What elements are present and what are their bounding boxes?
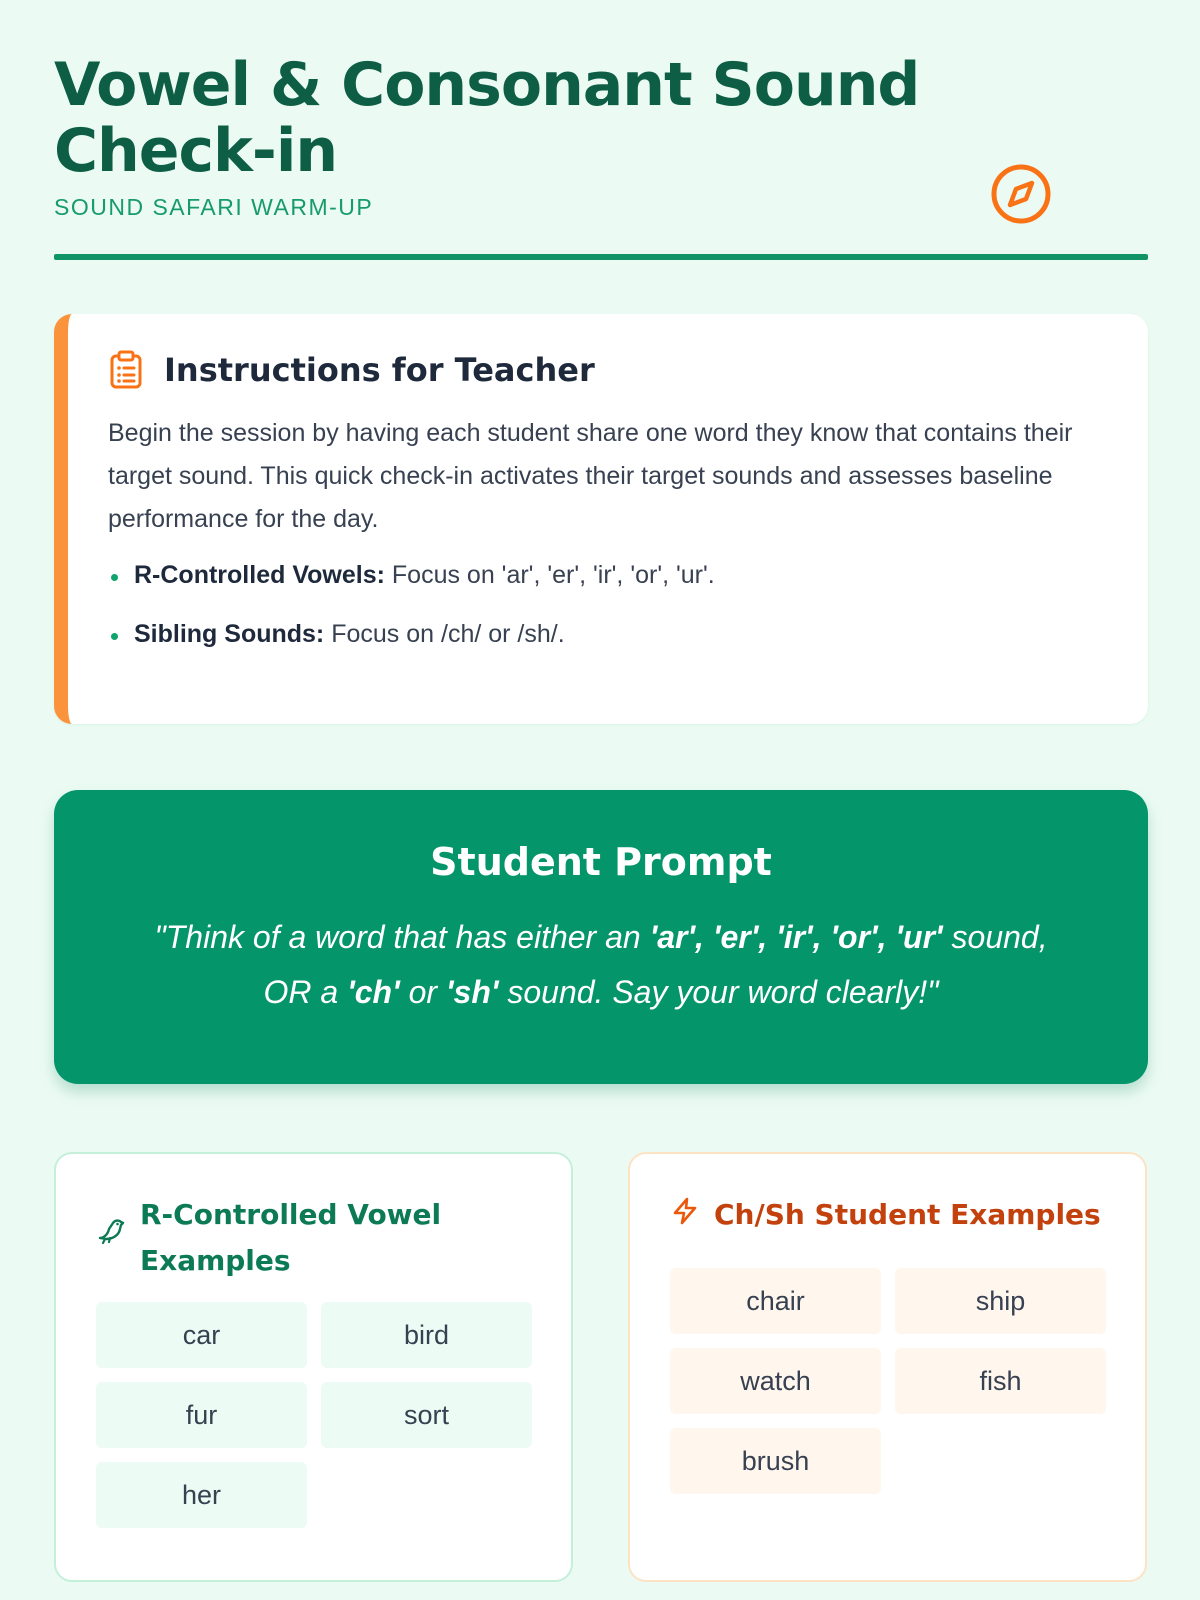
card-header [96, 1192, 531, 1284]
prompt-emphasis: 'ch' [347, 974, 400, 1010]
prompt-text-part: or [399, 974, 446, 1010]
teacher-instructions-card [54, 314, 1148, 724]
card-header [670, 1192, 1105, 1238]
instructions-body: Begin the session by having each student share one word they know that contains their target sound. This quick check-in activates their target sounds and assesses baseline performance for the day. [108, 419, 1073, 533]
word-tile: sort [321, 1382, 532, 1448]
word-tile: fur [96, 1382, 307, 1448]
page-subtitle: SOUND SAFARI WARM-UP [54, 194, 374, 220]
word-tile: car [96, 1302, 307, 1368]
prompt-text-part: "Think of a word that has either an [154, 919, 650, 955]
prompt-text [151, 910, 1051, 1020]
bird-icon [96, 1214, 126, 1244]
word-tile: bird [321, 1302, 532, 1368]
instructions-list [108, 559, 1108, 650]
header [54, 0, 1148, 262]
word-tile: her [96, 1462, 307, 1528]
r-controlled-examples-card [54, 1152, 573, 1582]
list-item-label: R-Controlled Vowels: [134, 561, 385, 589]
prompt-emphasis: 'ar', 'er', 'ir', 'or', 'ur' [649, 919, 943, 955]
list-item-label: Sibling Sounds: [134, 620, 325, 648]
word-grid [96, 1302, 531, 1528]
word-grid [670, 1268, 1105, 1494]
word-tile: chair [670, 1268, 881, 1334]
compass-icon [989, 162, 1053, 226]
list-item-text: Focus on 'ar', 'er', 'ir', 'or', 'ur'. [391, 561, 715, 589]
card-title: Ch/Sh Student Examples [714, 1198, 1101, 1231]
student-prompt-card [54, 790, 1148, 1084]
instructions-header [108, 350, 1108, 390]
word-tile: watch [670, 1348, 881, 1414]
list-item-text: Focus on /ch/ or /sh/. [331, 620, 565, 648]
page-title: Vowel & Consonant Sound Check-in [54, 50, 920, 186]
ch-sh-examples-card [628, 1152, 1147, 1582]
header-divider [54, 254, 1148, 260]
word-tile: ship [895, 1268, 1106, 1334]
prompt-text-part: sound. Say your word clearly!" [498, 974, 939, 1010]
prompt-emphasis: 'sh' [445, 974, 499, 1010]
card-title: R-Controlled Vowel Examples [140, 1198, 442, 1277]
word-tile: fish [895, 1348, 1106, 1414]
prompt-title: Student Prompt [430, 840, 772, 884]
list-item [108, 559, 1108, 591]
prompt-text-part: sound, OR a [263, 919, 1048, 1010]
clipboard-list-icon [108, 350, 144, 390]
page [54, 0, 1148, 1510]
list-item [108, 618, 1108, 650]
lightning-icon [670, 1196, 700, 1226]
word-tile: brush [670, 1428, 881, 1494]
instructions-title: Instructions for Teacher [164, 351, 595, 389]
